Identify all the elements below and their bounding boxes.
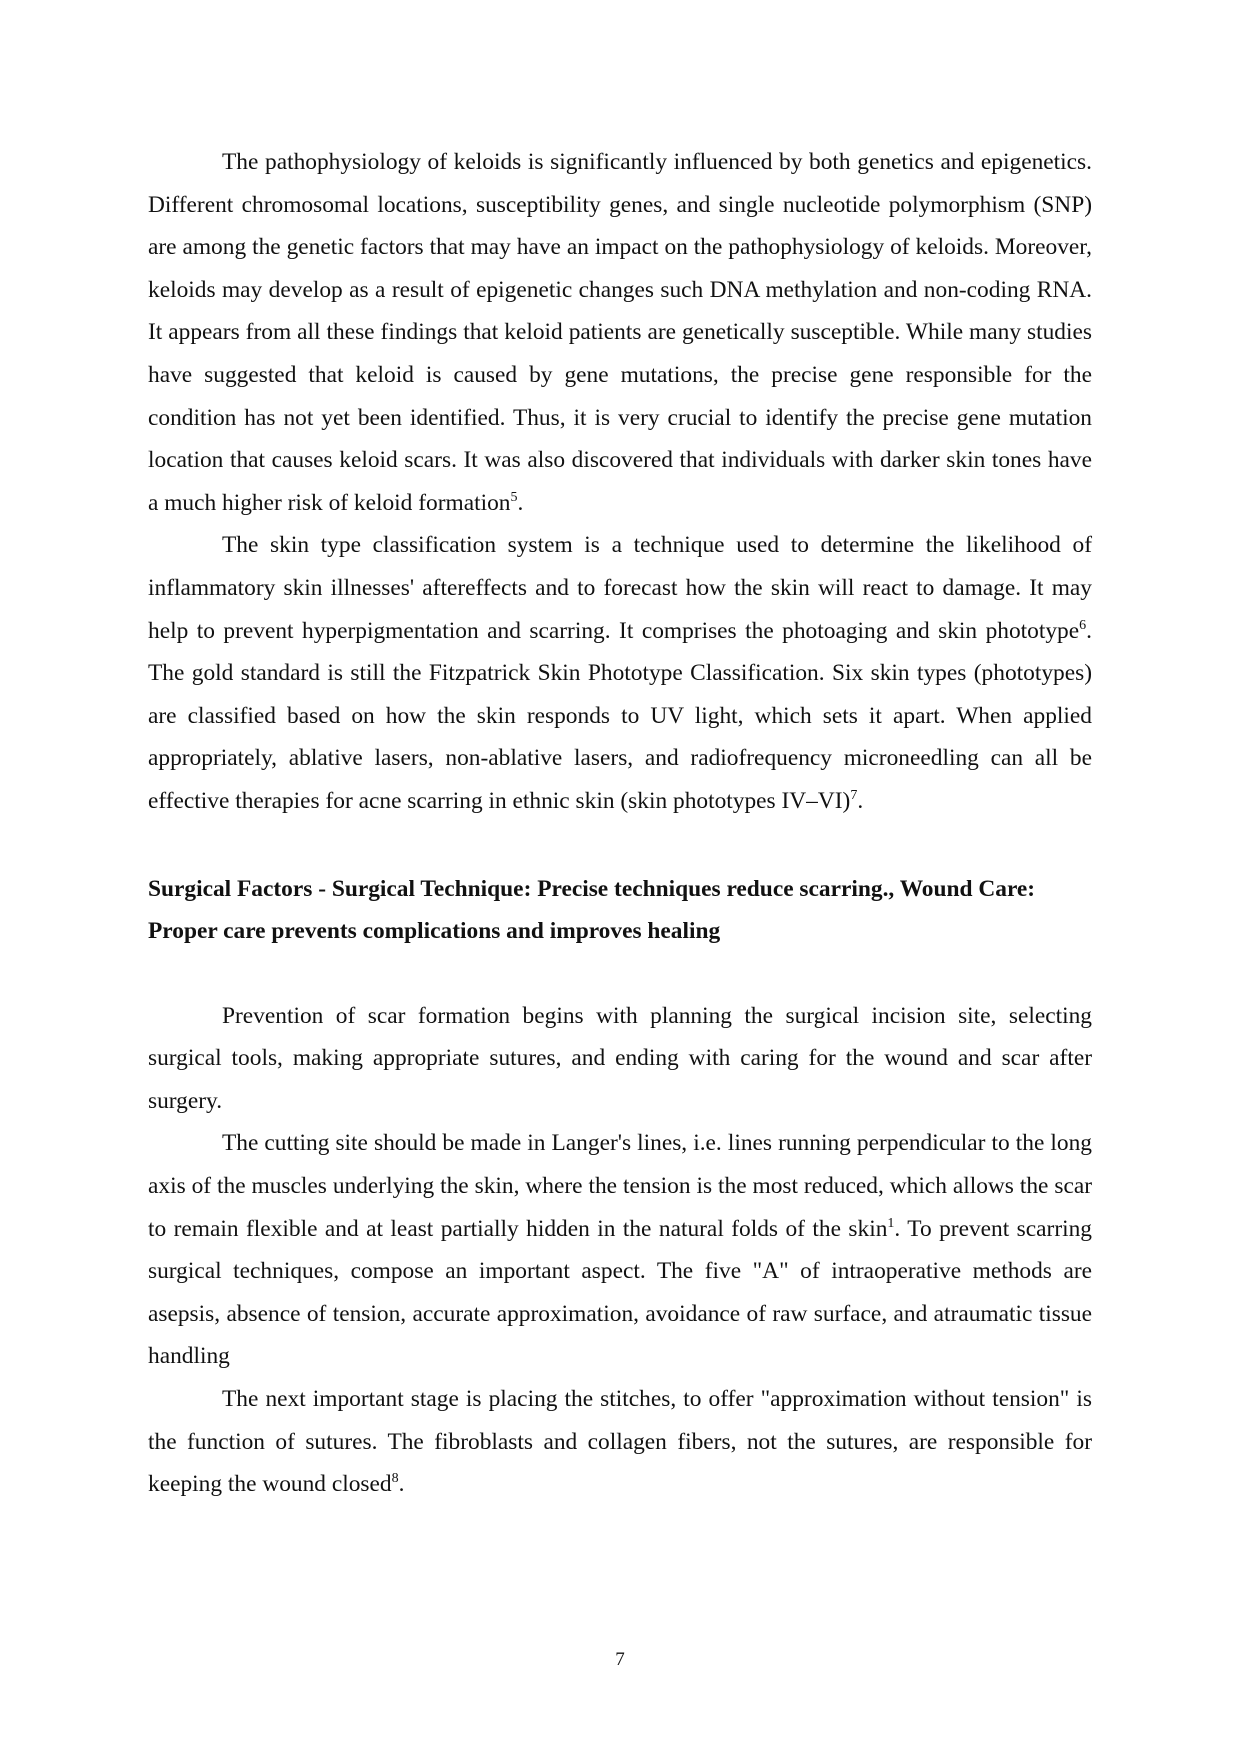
spacer (148, 953, 1092, 995)
page-number: 7 (615, 1649, 625, 1670)
paragraph-sutures (148, 1378, 1092, 1506)
paragraph-tail: . (398, 1471, 405, 1498)
citation-ref: 5 (510, 489, 518, 505)
paragraph-tail: . (517, 489, 524, 516)
citation-ref: 6 (1079, 617, 1087, 633)
paragraph-text: The skin type classification system is a technique used to determine the likelihood of inflammatory skin illnesses' aftereffects and to forecast how the skin will react to damage. It may help to prevent hyperpigmentation and scarring. It comprises the photoaging and skin phototype (148, 532, 1092, 644)
paragraph-text: Prevention of scar formation begins with planning the surgical incision site, selecting surgical tools, making appropriate sutures, and ending with caring for the wound and scar after surgery. (148, 1002, 1092, 1114)
paragraph-keloid-genetics (148, 141, 1092, 524)
paragraph-text: The next important stage is placing the stitches, to offer "approximation without tension" is the function of sutures. The fibroblasts and collagen fibers, not the sutures, are responsible for keeping the wound closed (148, 1386, 1092, 1498)
citation-ref: 8 (391, 1471, 399, 1487)
paragraph-tail: . To prevent scarring surgical techniques, compose an important aspect. The five "A" of intraoperative methods are asepsis, absence of tension, accurate approximation, avoidance of raw surface, and atraumatic tissue handling (148, 1215, 1092, 1370)
paragraph-text: . The gold standard is still the Fitzpatrick Skin Phototype Classification. Six skin types (phototypes) are classified based on how the skin responds to UV light, which sets it apart. When applied appropriately, ablative lasers, non-ablative lasers, and radiofrequency microneedling can all be effective therapies for acne scarring in ethnic skin (skin phototypes IV–VI) (148, 617, 1092, 814)
paragraph-skin-type (148, 524, 1092, 822)
section-heading: Surgical Factors - Surgical Technique: Precise techniques reduce scarring., Wound Care: Proper care prevents complications and improves healing (148, 875, 1036, 945)
spacer (148, 823, 1092, 868)
paragraph-tail: . (857, 787, 864, 814)
paragraph-text: The pathophysiology of keloids is significantly influenced by both genetics and epigenetics. Different chromosomal locations, susceptibility genes, and single nucleotide polymorphism (SNP) are among the genetic factors that may have an impact on the pathophysiology of keloids. Moreover, keloids may develop as a result of epigenetic changes such DNA methylation and non-coding RNA. It appears from all these findings that keloid patients are genetically susceptible. While many studies have suggested that keloid is caused by gene mutations, the precise gene responsible for the condition has not yet been identified. Thus, it is very crucial to identify the precise gene mutation location that causes keloid scars. It was also discovered that individuals with darker skin tones have a much higher risk of keloid formation (148, 149, 1092, 516)
document-page (148, 141, 1092, 1506)
paragraph-text: The cutting site should be made in Langer's lines, i.e. lines running perpendicular to the long axis of the muscles underlying the skin, where the tension is the most reduced, which allows the scar to remain flexible and at least partially hidden in the natural folds of the skin (148, 1130, 1092, 1242)
paragraph-prevention (148, 995, 1092, 1123)
citation-ref: 7 (850, 788, 858, 804)
paragraph-langers-lines (148, 1122, 1092, 1378)
citation-ref: 1 (887, 1215, 895, 1231)
